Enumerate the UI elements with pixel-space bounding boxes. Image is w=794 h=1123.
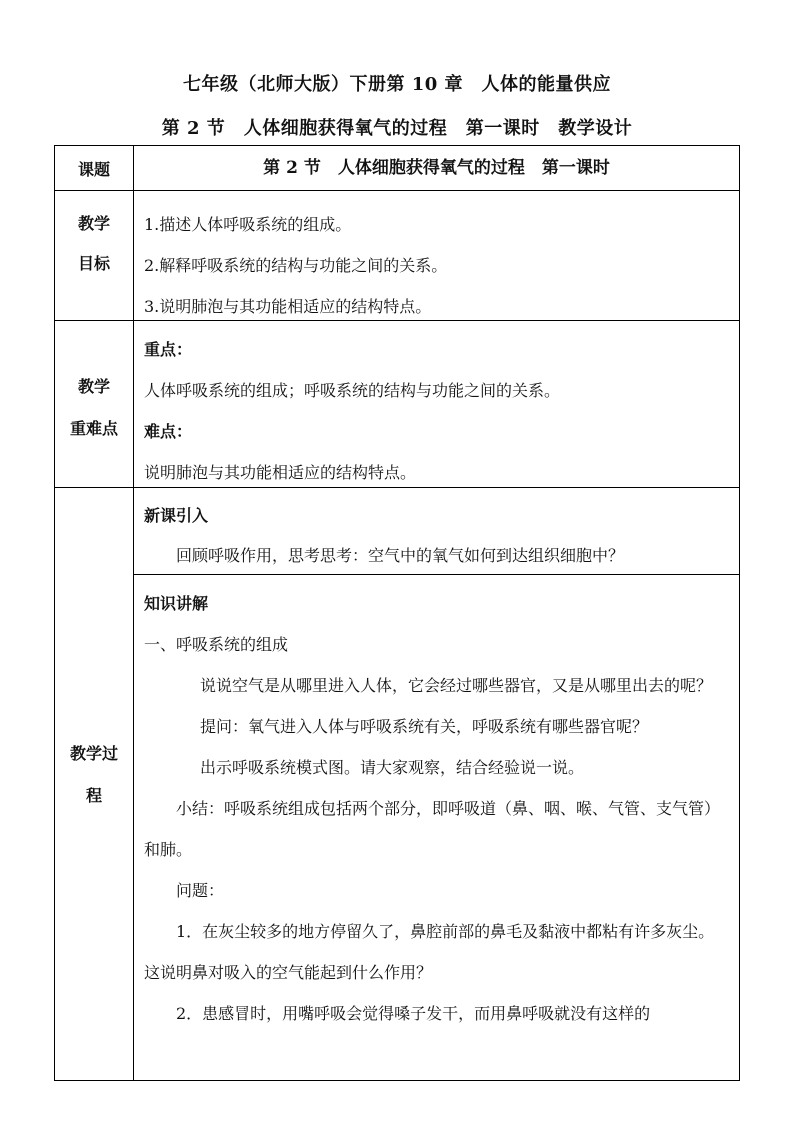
paragraph: 2．患感冒时，用嘴呼吸会觉得嗓子发干，而用鼻呼吸就没有这样的 <box>176 1004 651 1023</box>
intro-heading: 新课引入 <box>144 506 209 525</box>
topic-label: 课题 <box>55 146 134 190</box>
knowledge-heading: 知识讲解 <box>144 594 209 613</box>
intro-text: 回顾呼吸作用，思考思考：空气中的氧气如何到达组织细胞中？ <box>176 546 625 565</box>
goals-row <box>55 190 739 320</box>
paragraph: 说说空气是从哪里进入人体，它会经过哪些器官，又是从哪里出去的呢？ <box>200 676 713 695</box>
process-row <box>55 487 739 1080</box>
section-heading: 一、呼吸系统的组成 <box>144 635 289 654</box>
key-points-row <box>55 320 739 487</box>
goal-item: 3.说明肺泡与其功能相适应的结构特点。 <box>144 297 432 316</box>
goal-item: 1.描述人体呼吸系统的组成。 <box>144 215 352 234</box>
goals-content <box>134 191 739 320</box>
goal-item: 2.解释呼吸系统的结构与功能之间的关系。 <box>144 256 448 275</box>
key-text: 人体呼吸系统的组成；呼吸系统的结构与功能之间的关系。 <box>144 381 561 400</box>
paragraph: 1．在灰尘较多的地方停留久了，鼻腔前部的鼻毛及黏液中都粘有许多灰尘。这说明鼻对吸入的空气能起到什么作用？ <box>144 922 715 982</box>
goals-label-line2: 目标 <box>77 254 110 273</box>
goals-label-line1: 教学 <box>77 214 110 233</box>
topic-row <box>55 146 739 190</box>
paragraph: 提问：氧气进入人体与呼吸系统有关，呼吸系统有哪些器官呢？ <box>200 717 649 736</box>
key-heading: 重点： <box>144 340 193 359</box>
paragraph: 小结：呼吸系统组成包括两个部分，即呼吸道（鼻、咽、喉、气管、支气管）和肺。 <box>144 799 721 859</box>
topic-value: 第 2 节 人体细胞获得氧气的过程 第一课时 <box>263 158 610 178</box>
lesson-plan-table <box>54 145 740 1081</box>
paragraph: 出示呼吸系统模式图。请大家观察，结合经验说一说。 <box>200 758 585 777</box>
document-title: 七年级（北师大版）下册第 10 章 人体的能量供应 <box>182 74 612 95</box>
process-content <box>134 488 739 1080</box>
key-points-label <box>55 321 134 487</box>
goals-label <box>55 191 134 320</box>
paragraph: 问题： <box>176 881 225 900</box>
intro-section <box>134 488 739 575</box>
key-points-label-line2: 重难点 <box>69 419 118 438</box>
difficult-text: 说明肺泡与其功能相适应的结构特点。 <box>144 463 417 482</box>
key-points-label-line1: 教学 <box>77 377 110 396</box>
document-subtitle: 第 2 节 人体细胞获得氧气的过程 第一课时 教学设计 <box>161 118 633 139</box>
process-label-line2: 程 <box>85 786 102 805</box>
process-label <box>55 488 134 1080</box>
key-points-content <box>134 321 739 487</box>
knowledge-section <box>134 575 739 1080</box>
process-label-line1: 教学过 <box>69 744 118 763</box>
difficult-heading: 难点： <box>144 422 193 441</box>
